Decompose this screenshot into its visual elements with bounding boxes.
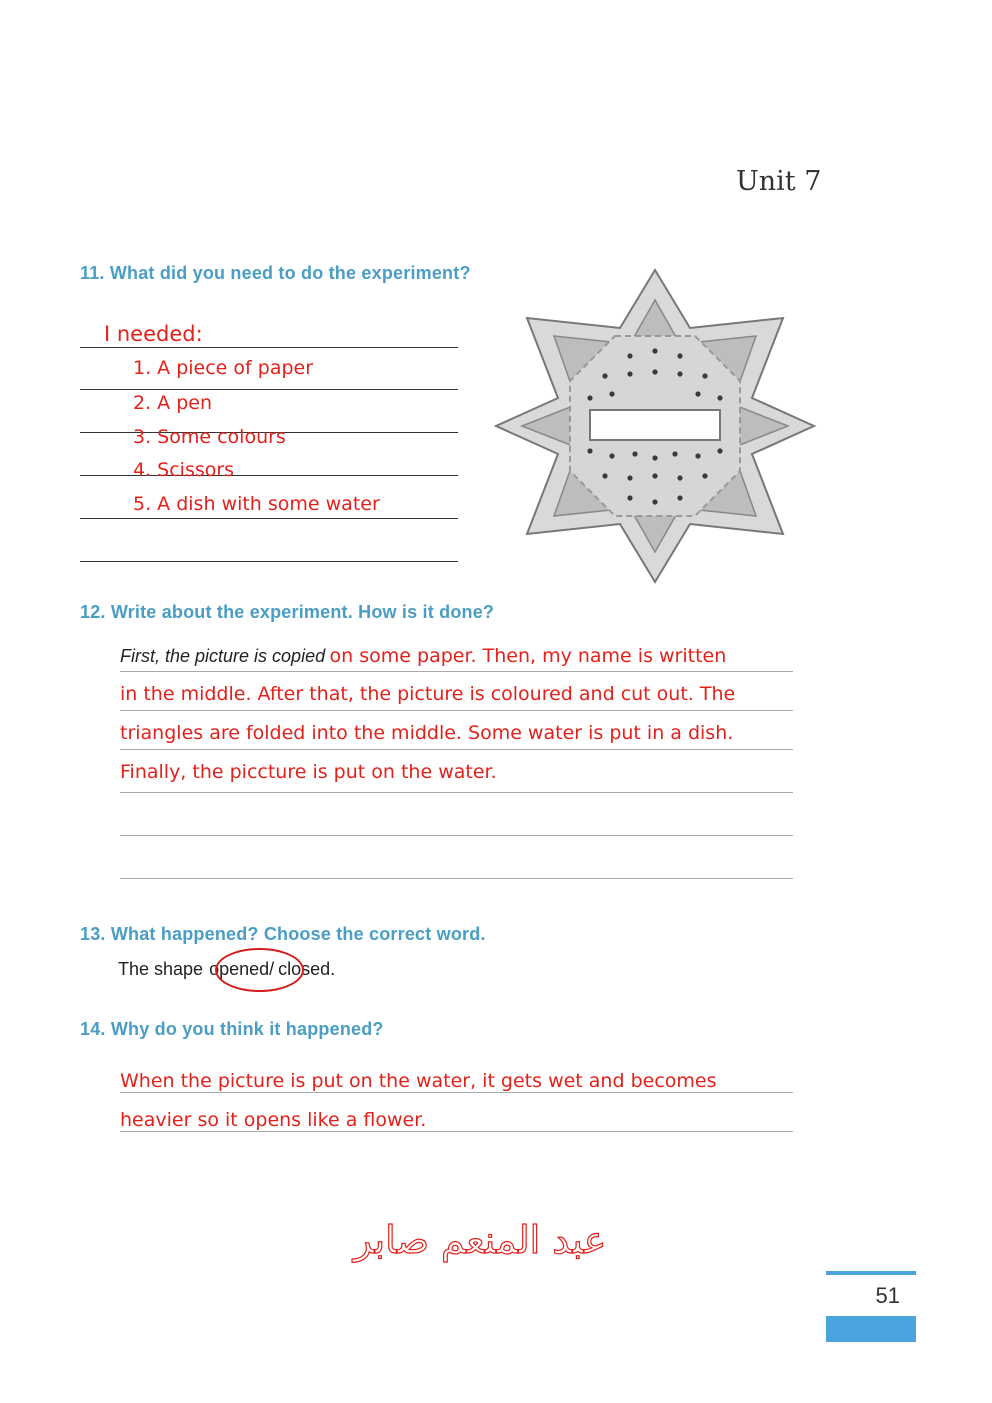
unit-title: Unit 7 bbox=[736, 166, 822, 197]
writing-line bbox=[80, 389, 458, 390]
q12-prompt: First, the picture is copied bbox=[120, 646, 326, 666]
q12-line-4: Finally, the piccture is put on the water. bbox=[120, 761, 497, 783]
q11-item-1: 1. A piece of paper bbox=[133, 357, 314, 379]
paper-flower-illustration bbox=[490, 266, 820, 586]
q11-intro: I needed: bbox=[104, 322, 203, 346]
writing-line bbox=[120, 1131, 793, 1132]
page-number: 51 bbox=[875, 1283, 900, 1308]
question-11: 11. What did you need to do the experiment? bbox=[80, 263, 471, 283]
q13-separator: / bbox=[269, 959, 275, 979]
writing-line bbox=[120, 1092, 793, 1093]
writing-line bbox=[120, 671, 793, 672]
q11-item-2: 2. A pen bbox=[133, 392, 212, 414]
teacher-signature: عبد المنعم صابر bbox=[353, 1218, 607, 1262]
page-number-bar-top bbox=[826, 1271, 916, 1275]
q14-line-2: heavier so it opens like a flower. bbox=[120, 1109, 427, 1131]
q14-line-1: When the picture is put on the water, it gets wet and becomes bbox=[120, 1070, 717, 1092]
writing-line bbox=[120, 792, 793, 793]
q13-option-opened: opened bbox=[209, 959, 270, 979]
question-12: 12. Write about the experiment. How is it done? bbox=[80, 602, 495, 622]
writing-line bbox=[120, 749, 793, 750]
q11-item-5: 5. A dish with some water bbox=[133, 493, 380, 515]
q11-item-3: 3. Some colours bbox=[133, 426, 286, 448]
question-14: 14. Why do you think it happened? bbox=[80, 1019, 384, 1039]
q12-answer-start: on some paper. Then, my name is written bbox=[329, 645, 727, 667]
writing-line bbox=[80, 518, 458, 519]
name-box bbox=[590, 410, 720, 440]
q13-sentence-start: The shape bbox=[118, 959, 204, 979]
writing-line bbox=[120, 878, 793, 879]
q12-line-2: in the middle. After that, the picture is coloured and cut out. The bbox=[120, 683, 736, 705]
writing-line bbox=[80, 347, 458, 348]
answer-circle bbox=[215, 948, 304, 992]
writing-line bbox=[120, 835, 793, 836]
q13-option-closed: closed. bbox=[278, 959, 336, 979]
writing-line bbox=[80, 561, 458, 562]
page-number-bar-bottom bbox=[826, 1316, 916, 1342]
writing-line bbox=[120, 710, 793, 711]
q12-line-3: triangles are folded into the middle. Some water is put in a dish. bbox=[120, 722, 734, 744]
question-13: 13. What happened? Choose the correct word. bbox=[80, 924, 486, 944]
q11-item-4: 4. Scissors bbox=[133, 459, 235, 481]
q12-line-1 bbox=[120, 645, 726, 667]
